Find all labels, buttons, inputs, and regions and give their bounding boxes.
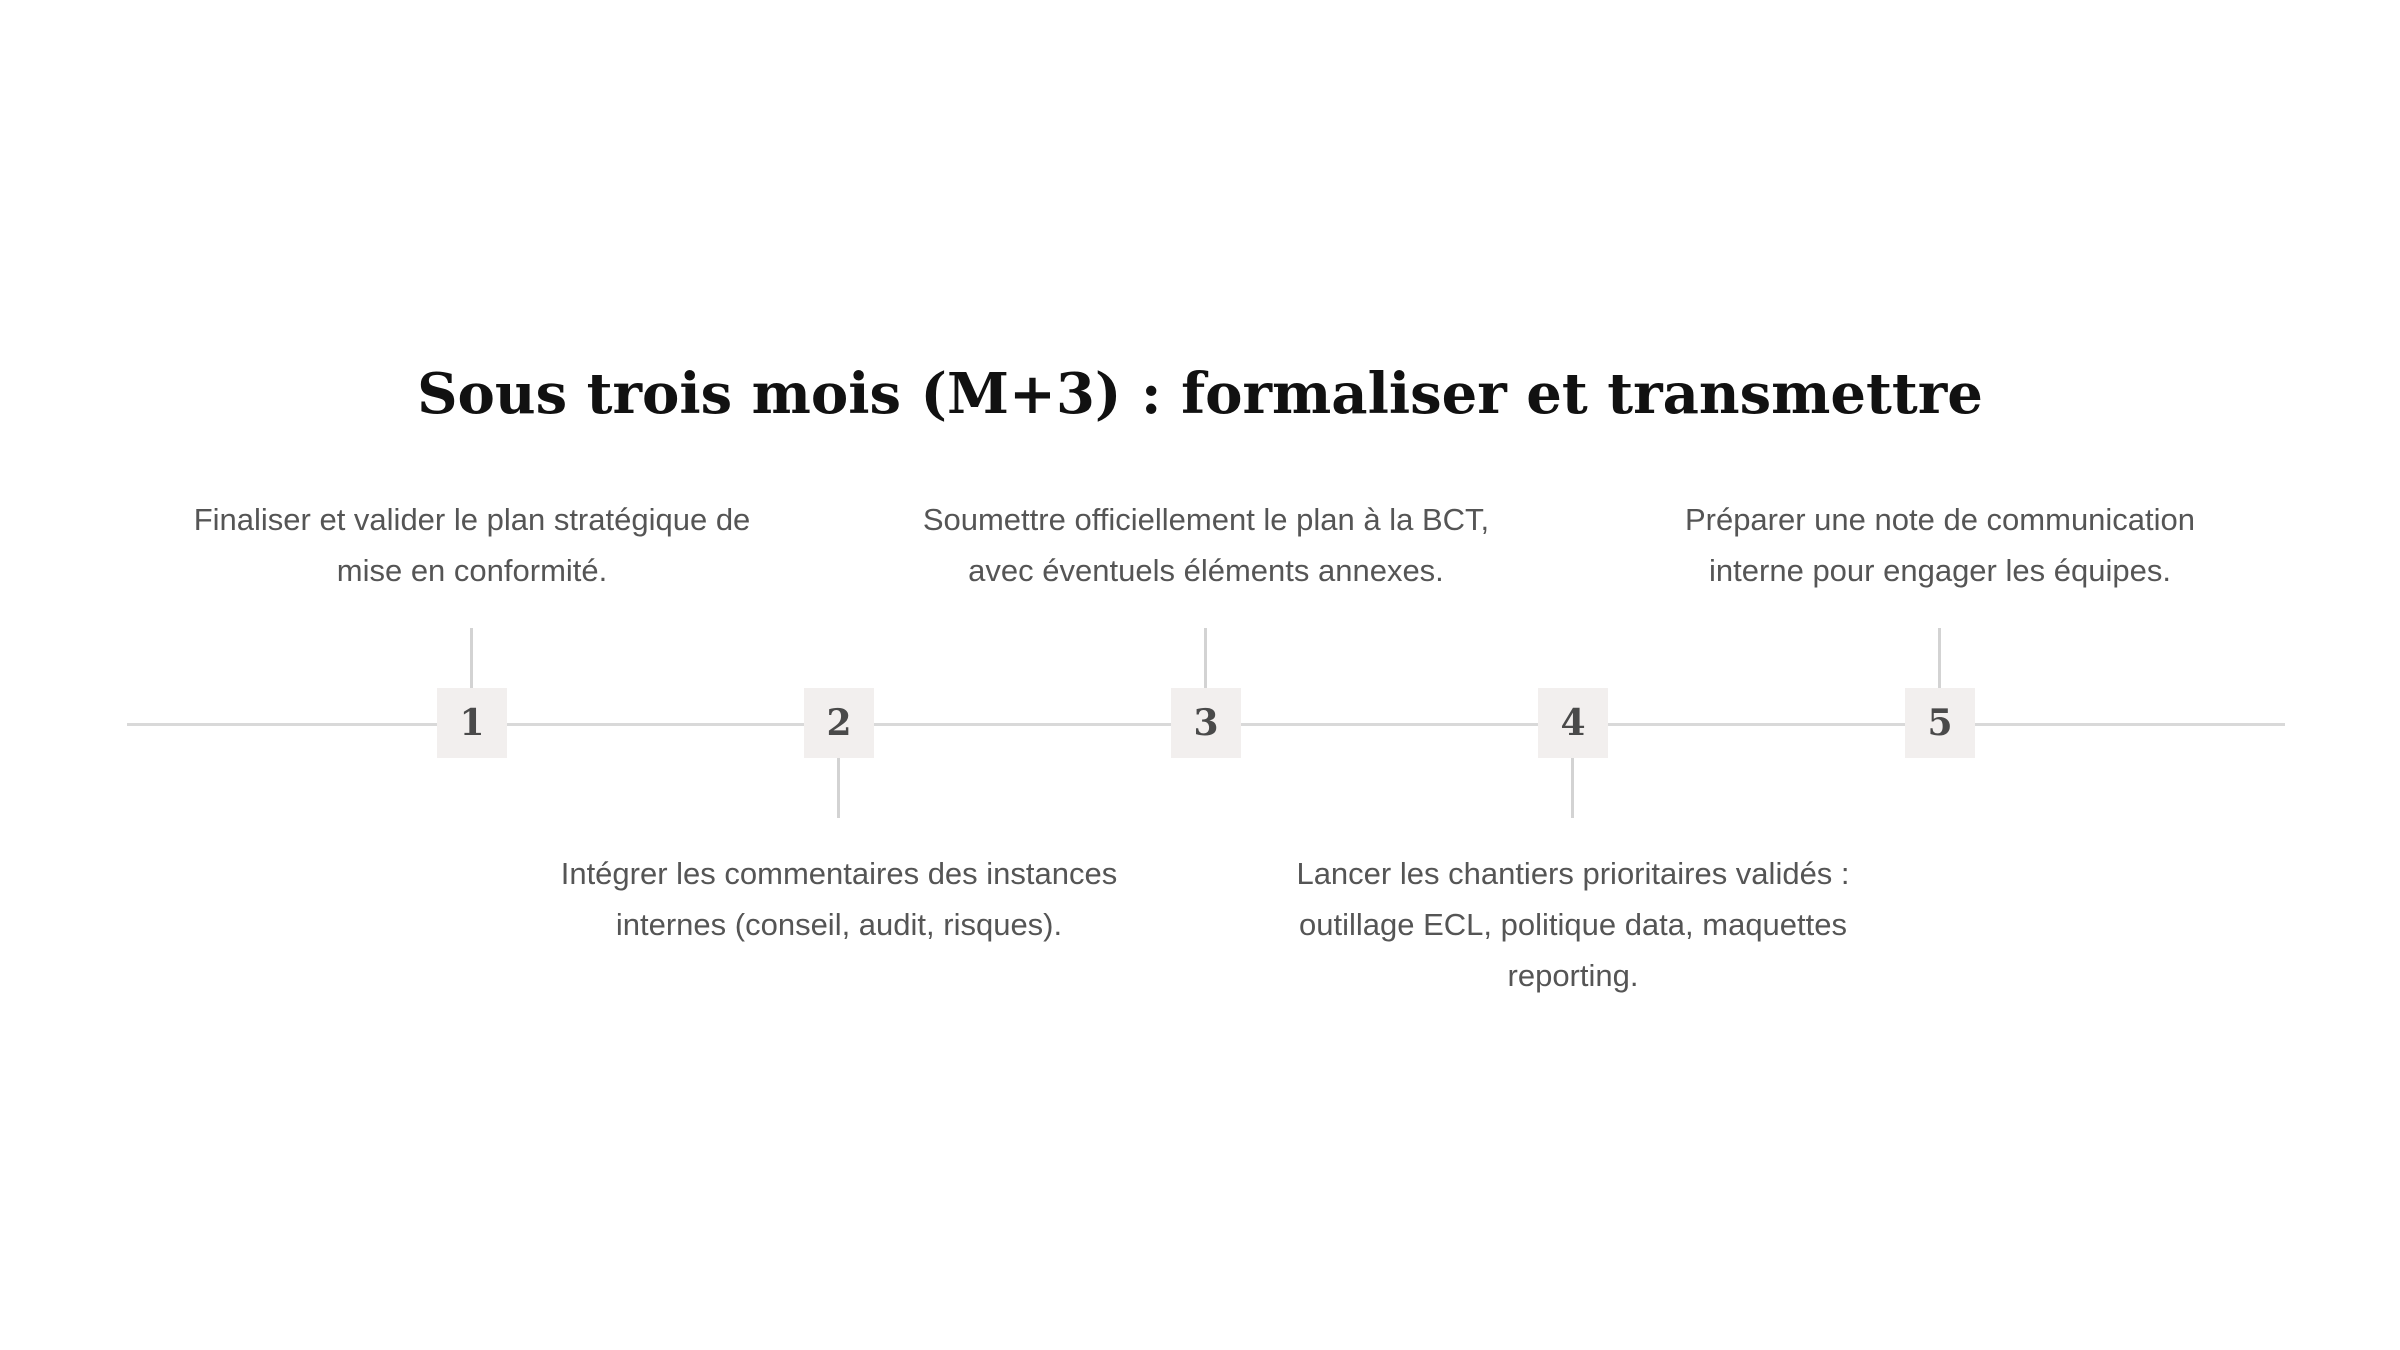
step-2-connector: [837, 758, 840, 818]
step-3-connector: [1204, 628, 1207, 688]
step-3-text: Soumettre officiellement le plan à la BCT, avec éventuels éléments annexes.: [922, 502, 1490, 588]
step-5-connector: [1938, 628, 1941, 688]
step-5-marker: 5: [1905, 688, 1975, 758]
step-1-text: Finaliser et valider le plan stratégique de mise en conformité.: [193, 502, 751, 588]
page-title: Sous trois mois (M+3) : formaliser et transmettre: [417, 361, 1983, 427]
step-4-connector: [1571, 758, 1574, 818]
step-4-marker: 4: [1538, 688, 1608, 758]
step-3-marker: 3: [1171, 688, 1241, 758]
step-4-text: Lancer les chantiers prioritaires validés : outillage ECL, politique data, maquettes reporting.: [1296, 856, 1850, 993]
step-5-text: Préparer une note de communication interne pour engager les équipes.: [1684, 502, 2196, 588]
step-1-marker: 1: [437, 688, 507, 758]
step-2-text: Intégrer les commentaires des instances internes (conseil, audit, risques).: [560, 856, 1118, 942]
step-2-marker: 2: [804, 688, 874, 758]
step-1-connector: [470, 628, 473, 688]
